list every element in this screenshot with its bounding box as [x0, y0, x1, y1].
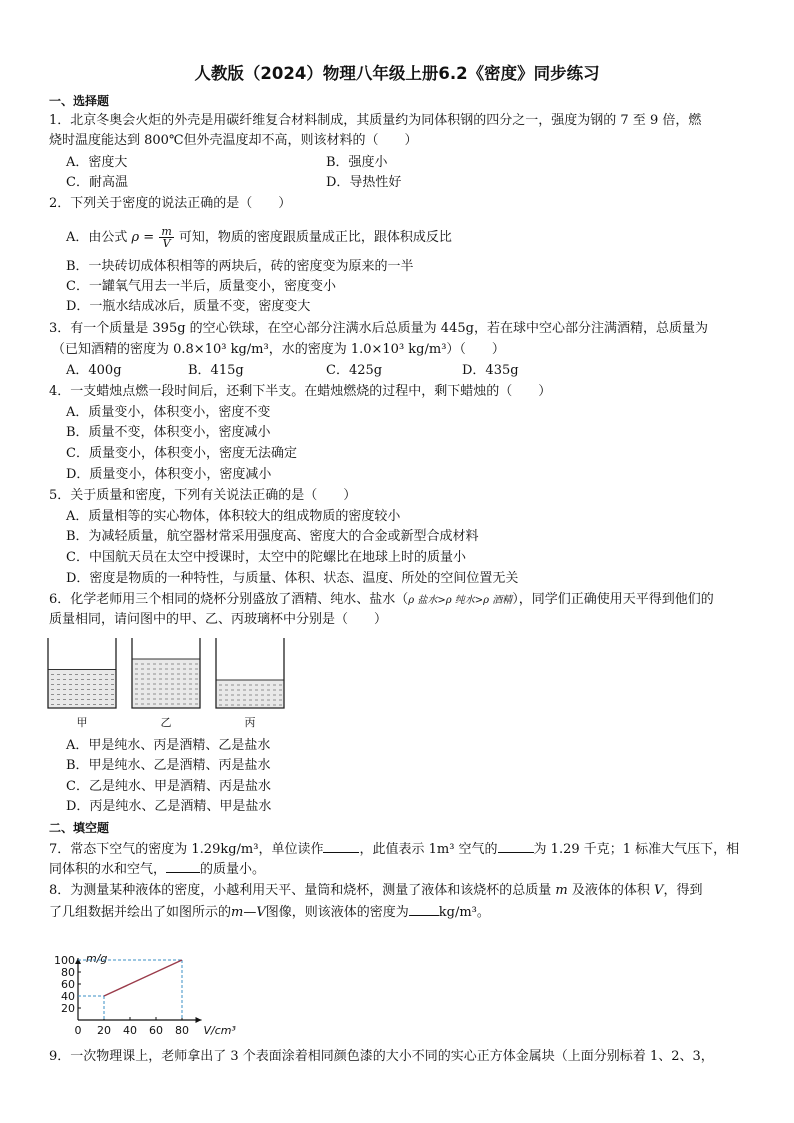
section-heading-choice: 一、选择题	[49, 94, 110, 108]
beaker-label: 丙	[244, 716, 256, 729]
y-tick-label: 80	[61, 966, 75, 979]
beaker-liquid	[216, 680, 284, 708]
x-tick-label: 0	[74, 1024, 82, 1037]
q8-line1	[49, 882, 702, 900]
q2-option-c: C．一罐氧气用去一半后，质量变小，密度变小	[66, 279, 336, 294]
q7-blank-2[interactable]	[498, 840, 534, 853]
q1-option-d: D．导热性好	[326, 175, 402, 190]
q1-line1: 1．北京冬奥会火炬的外壳是用碳纤维复合材料制成，其质量约为同体积钢的四分之一，强度为钢的 7 至 9 倍，燃	[49, 113, 702, 128]
formula-denominator: V	[162, 237, 171, 250]
q3-option-a: A．400g	[66, 363, 122, 378]
q7-blank-3[interactable]	[166, 860, 200, 873]
q6-option-c: C．乙是纯水、甲是酒精、丙是盐水	[66, 779, 271, 794]
q8-line2	[49, 903, 490, 922]
beaker-liquid	[48, 670, 116, 709]
beaker-liquid	[132, 659, 200, 708]
y-tick-label: 60	[61, 978, 75, 991]
q2-option-b: B．一块砖切成体积相等的两块后，砖的密度变为原来的一半	[66, 259, 414, 274]
q8-text-b: 及液体的体积	[571, 883, 650, 898]
density-relation: ρ 盐水>ρ 纯水>ρ 酒精	[408, 595, 513, 606]
density-formula-fraction	[159, 226, 173, 249]
q7-blank-1[interactable]	[323, 840, 359, 853]
q1-option-b: B．强度小	[326, 155, 388, 170]
q1-line2: 烧时温度能达到 800℃但外壳温度却不高，则该材料的（ ）	[49, 133, 418, 148]
x-axis-arrow	[196, 1017, 202, 1023]
q8-text-d: 了几组数据并绘出了如图所示的	[49, 905, 232, 920]
beaker-label: 乙	[160, 716, 172, 729]
q2-option-a-prefix: A．由公式	[66, 230, 128, 245]
x-tick-label: 20	[97, 1024, 111, 1037]
q4-option-b: B．质量不变，体积变小，密度减小	[66, 425, 271, 440]
q5-option-a: A．质量相等的实心物体，体积较大的组成物质的密度较小	[66, 509, 401, 524]
x-tick-label: 80	[175, 1024, 189, 1037]
page-title: 人教版（2024）物理八年级上册6.2《密度》同步练习	[194, 64, 600, 83]
q6-option-b: B．甲是纯水、乙是酒精、丙是盐水	[66, 758, 271, 773]
q8-text-f: kg/m³。	[438, 905, 490, 920]
beaker-label: 甲	[76, 716, 88, 729]
mass-volume-chart	[48, 926, 248, 1038]
q8-text-c: ，得到	[663, 883, 703, 898]
q7-text-a: 7．常态下空气的密度为 1.29kg/m³，单位读作	[49, 842, 324, 857]
q3-option-d: D．435g	[462, 363, 519, 378]
q5-option-b: B．为减轻质量，航空器材常采用强度高、密度大的合金或新型合成材料	[66, 529, 479, 544]
q5-option-d: D．密度是物质的一种特性，与质量、体积、状态、温度、所处的空间位置无关	[66, 571, 519, 586]
beaker-2	[132, 638, 200, 729]
x-axis-label: V/cm³	[203, 1024, 236, 1037]
q8-var-m: m	[555, 883, 568, 898]
y-axis-arrow	[75, 958, 81, 964]
q8-blank[interactable]	[409, 903, 439, 916]
beakers-figure	[44, 634, 304, 732]
x-tick-label: 60	[149, 1024, 163, 1037]
q3-line2: （已知酒精的密度为 0.8×10³ kg/m³，水的密度为 1.0×10³ kg/m³）（ ）	[52, 342, 505, 357]
q7-text-b: ，此值表示 1m³ 空气的	[359, 842, 498, 857]
density-formula-lhs: ρ =	[131, 230, 155, 245]
q1-option-a: A．密度大	[66, 155, 128, 170]
q6-option-d: D．丙是纯水、乙是酒精、甲是盐水	[66, 799, 272, 814]
q3-line1: 3．有一个质量是 395g 的空心铁球，在空心部分注满水后总质量为 445g，若在球中空心部分注满酒精，总质量为	[49, 321, 708, 336]
q2-option-d: D．一瓶水结成冰后，质量不变，密度变大	[66, 299, 311, 314]
formula-numerator: m	[161, 225, 172, 238]
q5-option-c: C．中国航天员在太空中授课时，太空中的陀螺比在地球上时的质量小	[66, 550, 466, 565]
q7-text-c: 为 1.29 千克；1 标准大气压下，相	[533, 842, 740, 857]
q7-line2	[49, 860, 265, 879]
q8-text-e: 图像，则该液体的密度为	[265, 905, 409, 920]
q6-option-a: A．甲是纯水、丙是酒精、乙是盐水	[66, 738, 271, 753]
y-axis-label: m/g	[86, 952, 108, 965]
q6-line1	[49, 591, 714, 610]
q2-option-a-text: 可知，物质的密度跟质量成正比，跟体积成反比	[178, 230, 452, 245]
q6-line2: 质量相同，请问图中的甲、乙、丙玻璃杯中分别是（ ）	[49, 612, 388, 627]
y-tick-label: 40	[61, 990, 75, 1003]
section-heading-fill: 二、填空题	[49, 821, 110, 835]
x-tick-label: 40	[123, 1024, 137, 1037]
q2-option-a	[66, 226, 452, 249]
q4-stem: 4．一支蜡烛点燃一段时间后，还剩下半支。在蜡烛燃烧的过程中，剩下蜡烛的（ ）	[49, 384, 552, 399]
q7-text-e: 的质量小。	[200, 862, 266, 877]
q7-line1	[49, 840, 739, 859]
q6-line1-post: ），同学们正确使用天平得到他们的	[512, 592, 714, 607]
q4-option-d: D．质量变小，体积变小，密度减小	[66, 467, 272, 482]
q9-line1: 9．一次物理课上，老师拿出了 3 个表面涂着相同颜色漆的大小不同的实心正方体金属块（上面分别标着 1、2、3，	[49, 1049, 714, 1064]
q5-stem: 5．关于质量和密度，下列有关说法正确的是（ ）	[49, 488, 357, 503]
q6-line1-pre: 6．化学老师用三个相同的烧杯分别盛放了酒精、纯水、盐水（	[49, 592, 409, 607]
q2-stem: 2．下列关于密度的说法正确的是（ ）	[49, 196, 292, 211]
series-line	[104, 960, 182, 996]
q8-var-v: V	[654, 883, 664, 898]
y-tick-label: 20	[61, 1002, 75, 1015]
q4-option-c: C．质量变小，体积变小，密度无法确定	[66, 446, 297, 461]
q7-text-d: 同体积的水和空气，	[49, 862, 167, 877]
q3-option-c: C．425g	[326, 363, 383, 378]
q3-option-b: B．415g	[188, 363, 244, 378]
beaker-1	[48, 638, 116, 729]
q8-mv: m—V	[231, 905, 266, 920]
q1-option-c: C．耐高温	[66, 175, 128, 190]
beaker-3	[216, 638, 284, 729]
y-tick-label: 100	[54, 954, 75, 967]
q4-option-a: A．质量变小，体积变小，密度不变	[66, 405, 271, 420]
q8-text-a: 8．为测量某种液体的密度，小越利用天平、量筒和烧杯，测量了液体和该烧杯的总质量	[49, 883, 552, 898]
